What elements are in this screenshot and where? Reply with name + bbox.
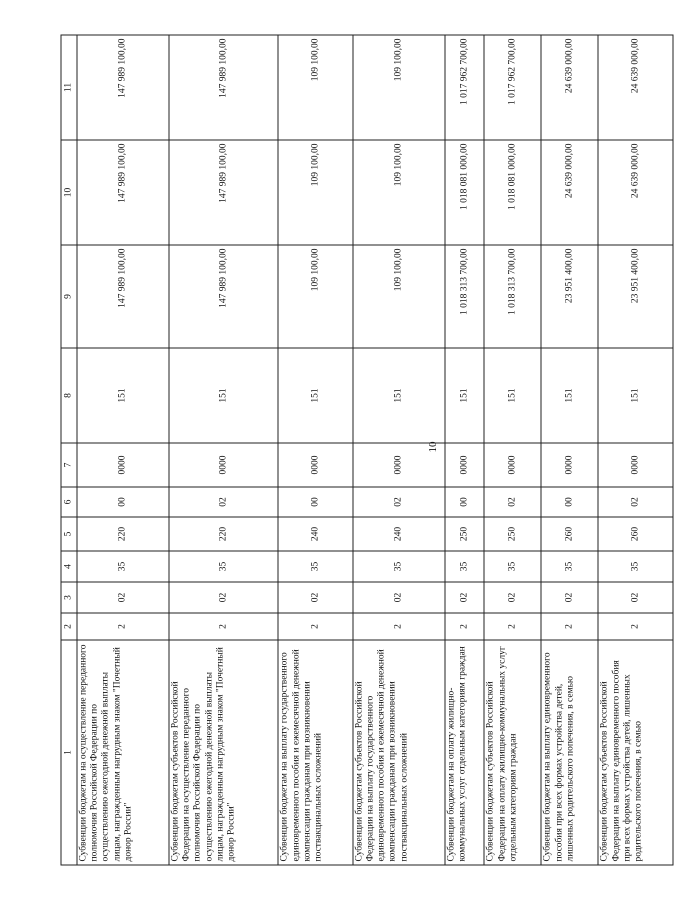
row-name: Субвенции бюджетам на осуществление переданного полномочия Российской Федерации по осуществлению ежегодной денежной выплаты лицам, награжденным нагрудным знаком "Почетный донор России" <box>77 640 169 865</box>
header-row <box>61 35 77 865</box>
amount-cell: 147 989 100,00 <box>169 35 278 140</box>
code-cell: 35 <box>353 551 445 582</box>
code-cell: 02 <box>445 582 485 613</box>
code-cell: 2 <box>598 613 673 640</box>
code-cell: 0000 <box>541 443 598 487</box>
amount-cell: 24 639 000,00 <box>598 140 673 245</box>
rotated-table-container <box>61 35 674 865</box>
row-name: Субвенции бюджетам субъектов Российской Федерации на оплату жилищно-коммунальных услуг отдельным категориям граждан <box>484 640 541 865</box>
table-row <box>169 35 278 865</box>
code-cell: 0000 <box>169 443 278 487</box>
code-cell: 0000 <box>353 443 445 487</box>
code-cell: 2 <box>353 613 445 640</box>
code-cell: 00 <box>445 487 485 517</box>
code-cell: 35 <box>169 551 278 582</box>
amount-cell: 23 951 400,00 <box>598 245 673 348</box>
code-cell: 02 <box>541 582 598 613</box>
code-cell: 00 <box>541 487 598 517</box>
code-cell: 240 <box>278 517 353 551</box>
code-cell: 2 <box>445 613 485 640</box>
amount-cell: 109 100,00 <box>353 140 445 245</box>
budget-table <box>61 34 674 865</box>
code-cell: 0000 <box>77 443 169 487</box>
header-cell: 5 <box>61 517 77 551</box>
amount-cell: 109 100,00 <box>353 35 445 140</box>
amount-cell: 147 989 100,00 <box>77 245 169 348</box>
code-cell: 260 <box>598 517 673 551</box>
amount-cell: 109 100,00 <box>278 140 353 245</box>
table-row <box>278 35 353 865</box>
code-cell: 151 <box>598 348 673 443</box>
code-cell: 2 <box>484 613 541 640</box>
table-row <box>598 35 673 865</box>
row-name: Субвенции бюджетам субъектов Российской Федерации на выплату единовременного пособия при всех формах устройства детей, лишенных родительского попечения, в семью <box>598 640 673 865</box>
amount-cell: 109 100,00 <box>278 35 353 140</box>
code-cell: 260 <box>541 517 598 551</box>
header-cell: 9 <box>61 245 77 348</box>
amount-cell: 24 639 000,00 <box>541 140 598 245</box>
code-cell: 151 <box>169 348 278 443</box>
code-cell: 02 <box>484 582 541 613</box>
code-cell: 35 <box>541 551 598 582</box>
code-cell: 35 <box>278 551 353 582</box>
amount-cell: 1 018 081 000,00 <box>445 140 485 245</box>
code-cell: 220 <box>169 517 278 551</box>
row-name: Субвенции бюджетам на выплату государственного единовременного пособия и ежемесячной денежной компенсации гражданам при возникновении поствакцинальных осложнений <box>278 640 353 865</box>
amount-cell: 1 018 081 000,00 <box>484 140 541 245</box>
header-cell: 6 <box>61 487 77 517</box>
code-cell: 02 <box>169 582 278 613</box>
code-cell: 02 <box>353 487 445 517</box>
amount-cell: 1 018 313 700,00 <box>445 245 485 348</box>
code-cell: 0000 <box>598 443 673 487</box>
table-row <box>484 35 541 865</box>
amount-cell: 1 018 313 700,00 <box>484 245 541 348</box>
amount-cell: 147 989 100,00 <box>169 245 278 348</box>
code-cell: 35 <box>598 551 673 582</box>
row-name: Субвенции бюджетам на оплату жилищно-коммунальных услуг отдельным категориям граждан <box>445 640 485 865</box>
code-cell: 02 <box>484 487 541 517</box>
code-cell: 02 <box>353 582 445 613</box>
header-cell: 4 <box>61 551 77 582</box>
code-cell: 35 <box>445 551 485 582</box>
page-number: 10 <box>427 441 439 453</box>
code-cell: 2 <box>541 613 598 640</box>
amount-cell: 1 017 962 700,00 <box>484 35 541 140</box>
row-name: Субвенции бюджетам субъектов Российской Федерации на осуществление переданного полномочия Российской Федерации по осуществлению ежегодной денежной выплаты лицам, награжденным нагрудным знаком "Почетный донор России" <box>169 640 278 865</box>
table-row <box>353 35 445 865</box>
code-cell: 151 <box>484 348 541 443</box>
header-cell: 2 <box>61 613 77 640</box>
amount-cell: 109 100,00 <box>353 245 445 348</box>
amount-cell: 24 639 000,00 <box>541 35 598 140</box>
code-cell: 2 <box>278 613 353 640</box>
header-cell: 8 <box>61 348 77 443</box>
code-cell: 220 <box>77 517 169 551</box>
code-cell: 250 <box>445 517 485 551</box>
code-cell: 2 <box>169 613 278 640</box>
header-cell: 10 <box>61 140 77 245</box>
amount-cell: 24 639 000,00 <box>598 35 673 140</box>
table-row <box>77 35 169 865</box>
code-cell: 151 <box>541 348 598 443</box>
code-cell: 35 <box>484 551 541 582</box>
code-cell: 00 <box>77 487 169 517</box>
header-cell: 7 <box>61 443 77 487</box>
header-cell: 11 <box>61 35 77 140</box>
code-cell: 151 <box>445 348 485 443</box>
code-cell: 151 <box>77 348 169 443</box>
table-row <box>445 35 485 865</box>
code-cell: 02 <box>278 582 353 613</box>
amount-cell: 147 989 100,00 <box>77 35 169 140</box>
code-cell: 35 <box>77 551 169 582</box>
code-cell: 240 <box>353 517 445 551</box>
code-cell: 151 <box>353 348 445 443</box>
header-cell: 3 <box>61 582 77 613</box>
code-cell: 0000 <box>445 443 485 487</box>
code-cell: 02 <box>77 582 169 613</box>
amount-cell: 147 989 100,00 <box>169 140 278 245</box>
code-cell: 02 <box>598 487 673 517</box>
code-cell: 02 <box>598 582 673 613</box>
code-cell: 0000 <box>484 443 541 487</box>
amount-cell: 147 989 100,00 <box>77 140 169 245</box>
code-cell: 00 <box>278 487 353 517</box>
code-cell: 250 <box>484 517 541 551</box>
code-cell: 02 <box>169 487 278 517</box>
amount-cell: 23 951 400,00 <box>541 245 598 348</box>
code-cell: 2 <box>77 613 169 640</box>
header-cell: 1 <box>61 640 77 865</box>
amount-cell: 1 017 962 700,00 <box>445 35 485 140</box>
code-cell: 0000 <box>278 443 353 487</box>
amount-cell: 109 100,00 <box>278 245 353 348</box>
row-name: Субвенции бюджетам субъектов Российской Федерации на выплату государственного единовременного пособия и ежемесячной денежной компенсации гражданам при возникновении поствакцинальных осложнений <box>353 640 445 865</box>
row-name: Субвенции бюджетам на выплату единовременного пособия при всех формах устройства детей, лишенных родительского попечения, в семью <box>541 640 598 865</box>
code-cell: 151 <box>278 348 353 443</box>
table-row <box>541 35 598 865</box>
